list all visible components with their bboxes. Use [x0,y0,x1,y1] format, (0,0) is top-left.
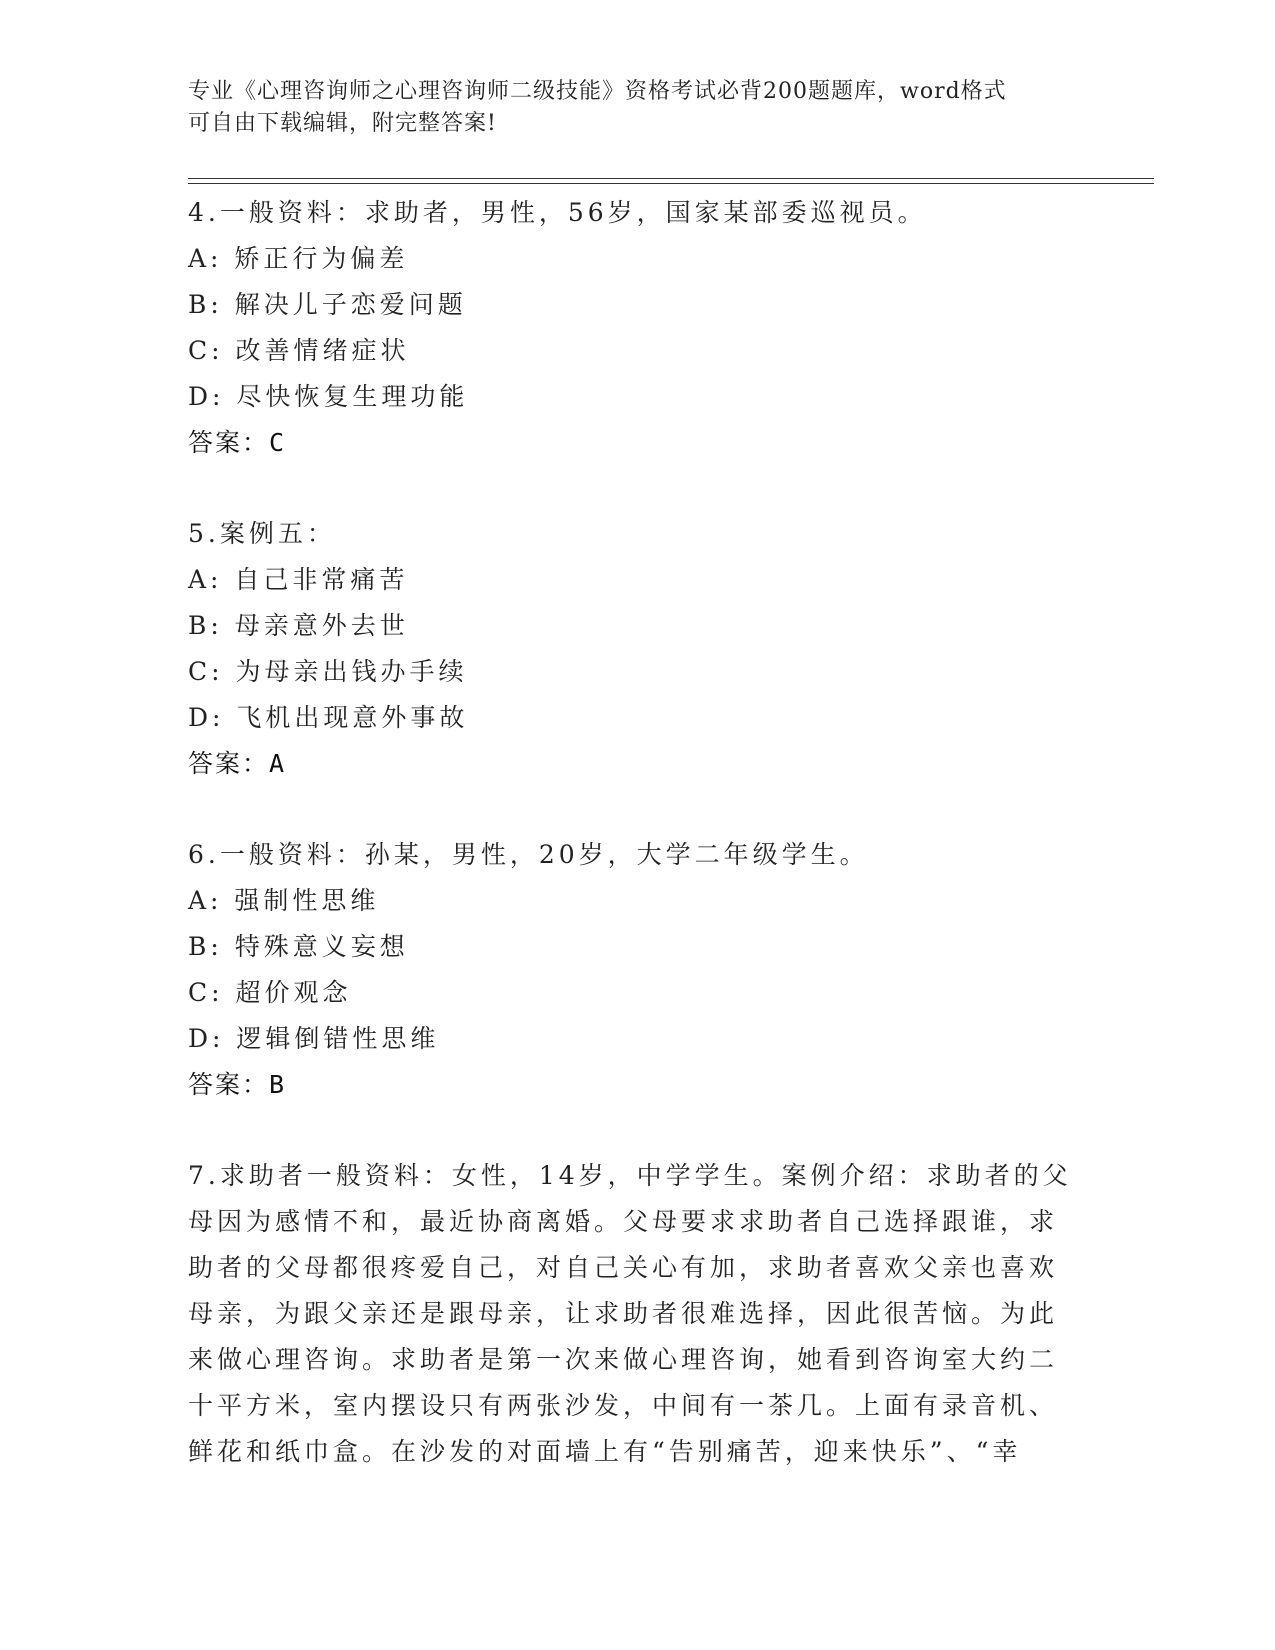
option-b: B: 母亲意外去世 [188,611,409,640]
answer-line: 答案：B [188,1070,287,1099]
option-c: C: 改善情绪症状 [188,336,410,365]
document-header [188,76,1068,140]
option-c: C: 超价观念 [188,978,352,1007]
option-b: B: 解决儿子恋爱问题 [188,290,467,319]
question-4 [188,190,1068,466]
option-a: A: 强制性思维 [188,886,380,915]
question-7-line: 来做心理咨询。求助者是第一次来做心理咨询，她看到咨询室大约二 [188,1345,1059,1374]
question-7-line: 助者的父母都很疼爱自己，对自己关心有加，求助者喜欢父亲也喜欢 [188,1253,1059,1282]
question-7 [188,1153,1072,1475]
option-d: D: 逻辑倒错性思维 [188,1024,440,1053]
option-c: C: 为母亲出钱办手续 [188,657,468,686]
header-divider-bottom [188,183,1154,184]
option-a: A: 自己非常痛苦 [188,565,409,594]
question-title: 4.一般资料：求助者，男性，56岁，国家某部委巡视员。 [188,198,927,227]
answer-line: 答案：A [188,749,287,778]
question-7-line: 母因为感情不和，最近协商离婚。父母要求求助者自己选择跟谁，求 [188,1207,1059,1236]
header-line-1: 专业《心理咨询师之心理咨询师二级技能》资格考试必背200题题库，word格式 [188,79,1007,104]
question-7-line: 鲜花和纸巾盒。在沙发的对面墙上有“告别痛苦，迎来快乐”、“幸 [188,1437,1022,1466]
header-line-2: 可自由下载编辑，附完整答案! [188,111,497,136]
question-7-line: 7.求助者一般资料：女性，14岁，中学学生。案例介绍：求助者的父 [188,1161,1072,1190]
question-7-line: 十平方米，室内摆设只有两张沙发，中间有一茶几。上面有录音机、 [188,1391,1059,1420]
option-b: B: 特殊意义妄想 [188,932,409,961]
option-d: D: 飞机出现意外事故 [188,703,469,732]
answer-line: 答案：C [188,428,287,457]
header-divider-top [188,178,1154,179]
question-title: 6.一般资料：孙某，男性，20岁，大学二年级学生。 [188,840,869,869]
question-7-line: 母亲，为跟父亲还是跟母亲，让求助者很难选择，因此很苦恼。为此 [188,1299,1059,1328]
question-list [188,190,1072,1520]
question-5 [188,511,1068,787]
question-6 [188,832,1068,1108]
option-d: D: 尽快恢复生理功能 [188,382,469,411]
question-title: 5.案例五： [188,519,336,548]
option-a: A: 矫正行为偏差 [188,244,409,273]
